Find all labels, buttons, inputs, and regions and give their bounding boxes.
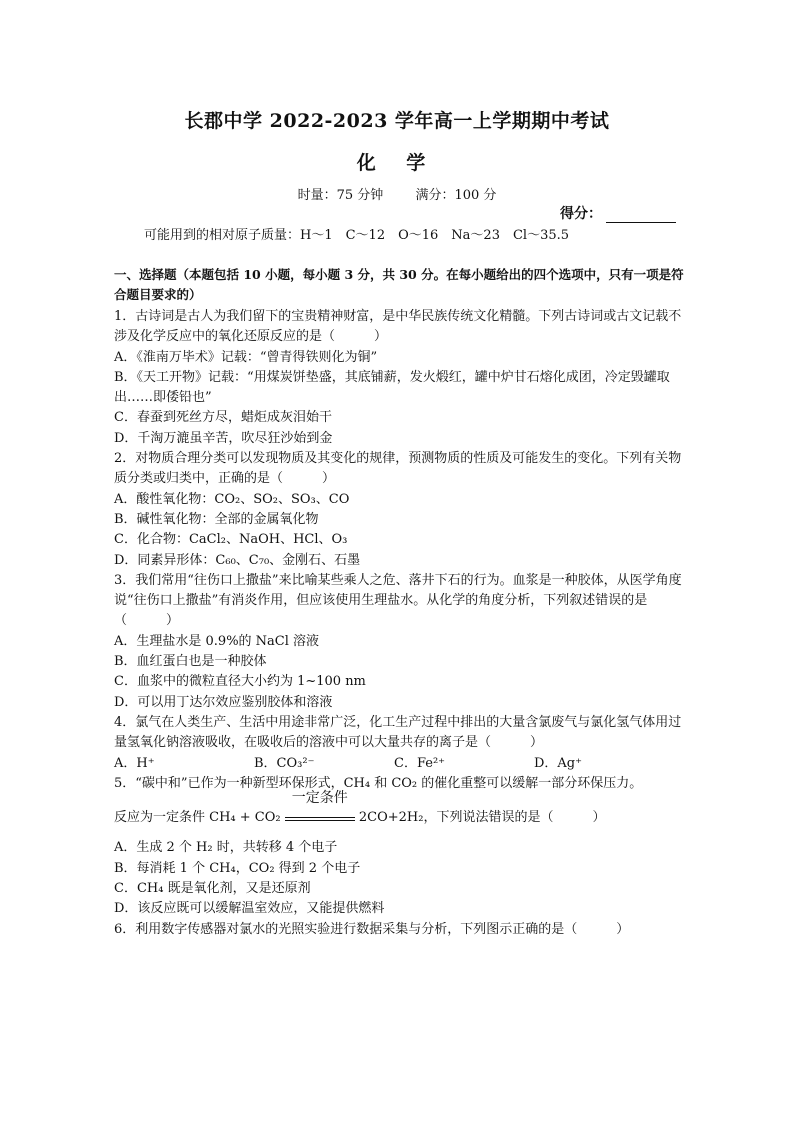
question-list — [114, 307, 686, 940]
question-4-option-c: C．Fe²⁺ — [394, 755, 446, 771]
question-2-option-a: A．酸性氧化物：CO₂、SO₂、SO₃、CO — [114, 491, 350, 507]
question-2-option-d: D．同素异形体：C₆₀、C₇₀、金刚石、石墨 — [114, 552, 361, 568]
score-field — [560, 203, 676, 223]
question-1-stem: 1．古诗词是古人为我们留下的宝贵精神财富，是中华民族传统文化精髓。下列古诗词或古文记载不涉及化学反应中的氧化还原反应的是（ ） — [114, 309, 682, 345]
time-limit: 时量：75 分钟 — [297, 188, 384, 203]
question-5-option-c: C．CH₄ 既是氧化剂，又是还原剂 — [114, 881, 311, 897]
exam-meta — [0, 184, 794, 203]
exam-title: 长郡中学 2022-2023 学年高一上学期期中考试 — [184, 110, 610, 132]
question-1-option-a: A．《淮南万毕术》记载：“曾青得铁则化为铜” — [114, 349, 378, 365]
question-3-option-b: B．血红蛋白也是一种胶体 — [114, 654, 267, 670]
question-3-stem: 3．我们常用“往伤口上撒盐”来比喻某些乘人之危、落井下石的行为。血浆是一种胶体，从医学角度说“往伤口上撒盐”有消炎作用，但应该使用生理盐水。从化学的角度分析，下列叙述错误的是（ ） — [114, 572, 682, 629]
spacer — [114, 828, 686, 838]
question-6-stem: 6．利用数字传感器对氯水的光照实验进行数据采集与分析，下列图示正确的是（ ） — [114, 921, 630, 937]
question-5-option-b: B．每消耗 1 个 CH₄，CO₂ 得到 2 个电子 — [114, 860, 361, 876]
question-4-option-b: B．CO₃²⁻ — [254, 755, 315, 771]
question-2-stem: 2．对物质合理分类可以发现物质及其变化的规律，预测物质的性质及可能发生的变化。下列有关物质分类或归类中，正确的是（ ） — [114, 451, 682, 487]
equation-reactants: 反应为一定条件 CH₄ + CO₂ — [114, 810, 281, 826]
question-4-option-a: A．H⁺ — [114, 755, 155, 771]
reaction-arrow — [285, 790, 355, 821]
question-2-option-b: B．碱性氧化物：全部的金属氧化物 — [114, 511, 319, 527]
section-heading: 一、选择题（本题包括 10 小题，每小题 3 分，共 30 分。在每小题给出的四个选项中，只有一项是符合题目要求的） — [114, 267, 684, 302]
full-score: 满分：100 分 — [415, 188, 497, 203]
question-5-option-a: A．生成 2 个 H₂ 时，共转移 4 个电子 — [114, 840, 338, 856]
subject-title: 化 学 — [356, 152, 438, 174]
atomic-masses: 可能用到的相对原子质量：H～1 C～12 O～16 Na～23 Cl～35.5 — [144, 228, 570, 243]
question-4-stem: 4．氯气在人类生产、生活中用途非常广泛，化工生产过程中排出的大量含氯废气与氯化氢气体用过量氢氧化钠溶液吸收，在吸收后的溶液中可以大量共存的离子是（ ） — [114, 714, 682, 751]
question-1-option-c: C．春蚕到死丝方尽，蜡炬成灰泪始干 — [114, 410, 332, 426]
score-blank — [606, 208, 676, 223]
reaction-condition: 一定条件 — [291, 790, 348, 807]
question-3-option-a: A．生理盐水是 0.9%的 NaCl 溶液 — [114, 633, 320, 649]
equation-products: 2CO+2H₂，下列说法错误的是（ ） — [358, 810, 606, 826]
question-4-options — [114, 754, 686, 774]
question-1-option-d: D．千淘万漉虽辛苦，吹尽狂沙始到金 — [114, 430, 333, 446]
question-3-option-d: D．可以用丁达尔效应鉴别胶体和溶液 — [114, 694, 333, 710]
score-label: 得分： — [560, 206, 602, 222]
question-2-option-c: C．化合物：CaCl₂、NaOH、HCl、O₃ — [114, 532, 348, 548]
question-4-option-d: D．Ag⁺ — [534, 755, 582, 771]
question-5-option-d: D．该反应既可以缓解温室效应，又能提供燃料 — [114, 901, 385, 917]
equals-sign — [285, 817, 355, 821]
question-5-equation — [114, 790, 686, 828]
question-1-option-b: B．《天工开物》记载：“用煤炭饼垫盛，其底铺薪，发火煅红，罐中炉甘石熔化成团，冷定毁罐取出……即倭铅也” — [114, 369, 670, 406]
question-5-stem: 5．“碳中和”已作为一种新型环保形式，CH₄ 和 CO₂ 的催化重整可以缓解一部分环保压力。 — [114, 775, 643, 791]
question-3-option-c: C．血浆中的微粒直径大小约为 1~100 nm — [114, 674, 366, 690]
